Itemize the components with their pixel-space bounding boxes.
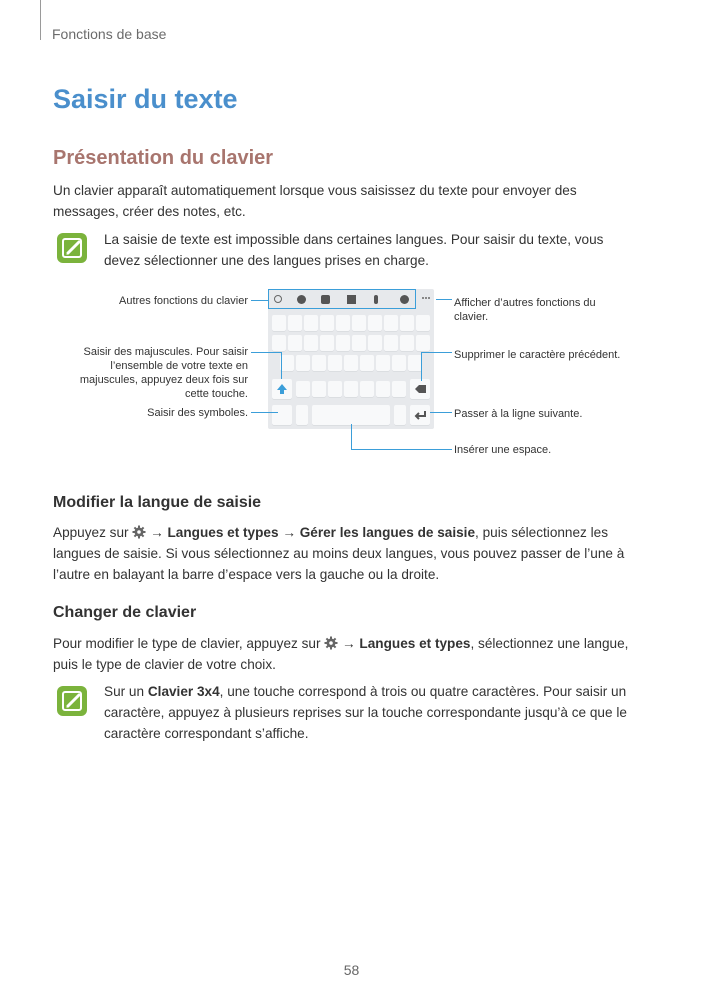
callout-line-space-v	[351, 424, 352, 449]
callout-other-functions: Autres fonctions du clavier	[118, 295, 248, 307]
enter-icon	[410, 405, 430, 425]
intro-paragraph: Un clavier apparaît automatiquement lorsque vous saisissez du texte pour envoyer des messages, créer des notes, etc.	[53, 183, 577, 219]
note-icon	[57, 233, 87, 263]
callout-caps: Saisir des majuscules. Pour saisir l’ensemble de votre texte en majuscules, appuyez deux fois sur cette touche.	[79, 346, 248, 400]
backspace-icon	[410, 379, 430, 399]
header-rule	[40, 0, 41, 40]
change-keyboard-paragraph: Pour modifier le type de clavier, appuyez sur → Langues et types, sélectionnez une langue, puis le type de clavier de votre choix.	[53, 636, 629, 672]
callout-delete: Supprimer le caractère précédent.	[454, 349, 621, 361]
toolbar-icon-1	[274, 295, 282, 303]
mic-icon	[374, 295, 378, 304]
callout-line-other-functions	[251, 300, 268, 301]
callout-line-next-line	[430, 412, 452, 413]
shift-icon	[272, 379, 292, 399]
more-icon	[422, 297, 430, 301]
callout-line-delete-h	[421, 352, 452, 353]
toolbar-icon-3	[321, 295, 330, 304]
callout-space: Insérer une espace.	[454, 444, 552, 456]
page-number: 58	[343, 962, 360, 978]
keyboard-illustration	[268, 289, 434, 429]
keyboard-toolbar	[268, 289, 416, 309]
callout-symbols: Saisir des symboles.	[147, 407, 248, 419]
callout-more-functions: Afficher d’autres fonctions du clavier.	[454, 297, 596, 323]
note-icon	[57, 686, 87, 716]
gear-icon	[400, 295, 409, 304]
callout-line-more-functions	[436, 299, 452, 300]
backspace-key	[410, 379, 430, 399]
callout-line-space-h	[351, 449, 452, 450]
enter-key	[410, 405, 430, 425]
page-title: Saisir du texte	[53, 84, 238, 114]
callout-next-line: Passer à la ligne suivante.	[454, 408, 583, 420]
note-language-support: La saisie de texte est impossible dans certaines langues. Pour saisir du texte, vous devez sélectionner une des langues prises en charge.	[104, 232, 604, 268]
section-heading-keyboard-overview: Présentation du clavier	[53, 147, 274, 169]
note-keyboard-3x4: Sur un Clavier 3x4, une touche correspond à trois ou quatre caractères. Pour saisir un caractère, appuyez à plusieurs reprises sur la touche correspondante jusqu’à ce que le caractère correspondant s’affiche.	[104, 684, 627, 741]
input-language-paragraph: Appuyez sur → Langues et types → Gérer les langues de saisie, puis sélectionnez les langues de saisie. Si vous sélectionnez au moins deux langues, vous pouvez passer de l’une à l’autre en balayant la barre d’espace vers la gauche ou la droite.	[53, 525, 625, 582]
callout-line-delete-v	[421, 352, 422, 381]
space-key	[312, 405, 390, 425]
callout-line-caps-h	[251, 352, 281, 353]
gear-icon	[132, 524, 146, 538]
header-section-label: Fonctions de base	[52, 26, 167, 42]
callout-line-caps-v	[281, 352, 282, 379]
symbols-key	[272, 405, 292, 425]
gear-icon	[324, 635, 338, 649]
section-heading-input-language: Modifier la langue de saisie	[53, 494, 262, 511]
callout-line-symbols	[251, 412, 278, 413]
shift-key	[272, 379, 292, 399]
section-heading-change-keyboard: Changer de clavier	[53, 604, 197, 621]
toolbar-icon-2	[297, 295, 306, 304]
toolbar-icon-4	[347, 295, 356, 304]
